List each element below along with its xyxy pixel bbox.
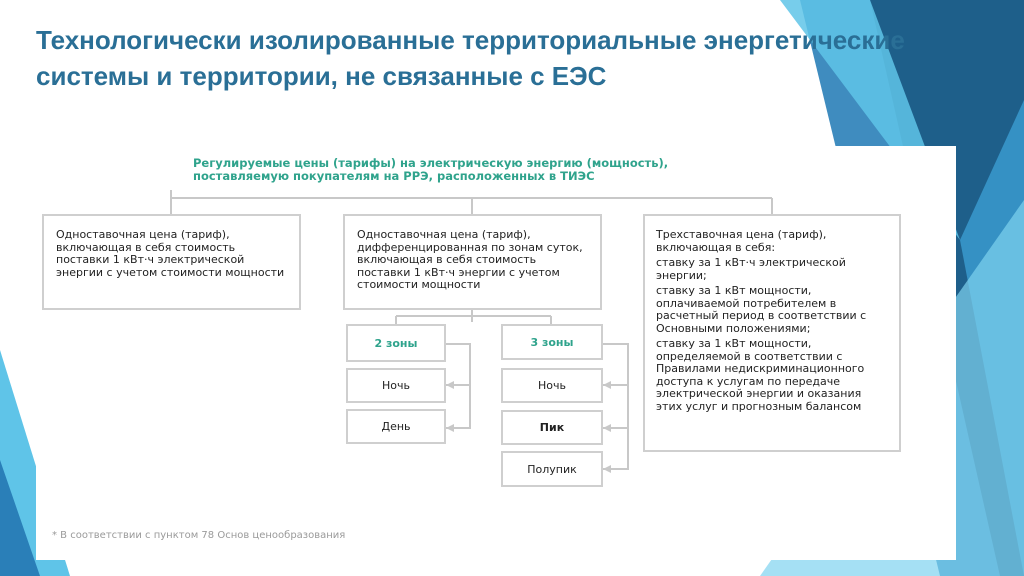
three-part-item-3: ставку за 1 кВт мощности, определяемой в соответствии с Правилами недискриминационного доступа к услугам по передаче электрической энергии и оказания этих услуг и прогнозным балансом (656, 337, 865, 413)
footnote: * В соответствии с пунктом 78 Основ ценообразования (52, 530, 346, 541)
zones-3-peak-box: Пик (501, 410, 603, 445)
zones-3-box: 3 зоны (501, 324, 603, 360)
three-part-item-2: ставку за 1 кВт мощности, оплачиваемой потребителем в расчетный период в соответствии с Основными положениями; (656, 284, 867, 335)
heading-line-1: Регулируемые цены (тарифы) на электрическую энергию (мощность), (193, 156, 669, 170)
zones-3-night-box: Ночь (501, 368, 603, 403)
zones-3-halfpeak-box: Полупик (501, 451, 603, 487)
zones-2-box: 2 зоны (346, 324, 446, 362)
single-rate-tariff-box (42, 214, 301, 310)
single-rate-tariff-text: Одноставочная цена (тариф), включающая в себя стоимость поставки 1 кВт·ч электрической энергии с учетом стоимости мощности (56, 228, 285, 279)
page-title: Технологически изолированные территориальные энергетические системы и территории, не связанные с ЕЭС (36, 25, 905, 91)
heading-line-2: поставляемую покупателям на РРЭ, расположенных в ТИЭС (193, 169, 595, 183)
three-part-item-1: ставку за 1 кВт·ч электрической энергии; (656, 256, 846, 282)
zones-2-day-box: День (346, 409, 446, 444)
three-part-tariff-box (643, 214, 901, 452)
zone-tariff-text: Одноставочная цена (тариф), дифференцированная по зонам суток, включающая в себя стоимость поставки 1 кВт·ч энергии с учетом стоимости мощности (357, 228, 583, 291)
zone-tariff-box (343, 214, 602, 310)
three-part-intro: Трехставочная цена (тариф), включающая в себя: (656, 228, 827, 254)
zones-2-night-box: Ночь (346, 368, 446, 403)
